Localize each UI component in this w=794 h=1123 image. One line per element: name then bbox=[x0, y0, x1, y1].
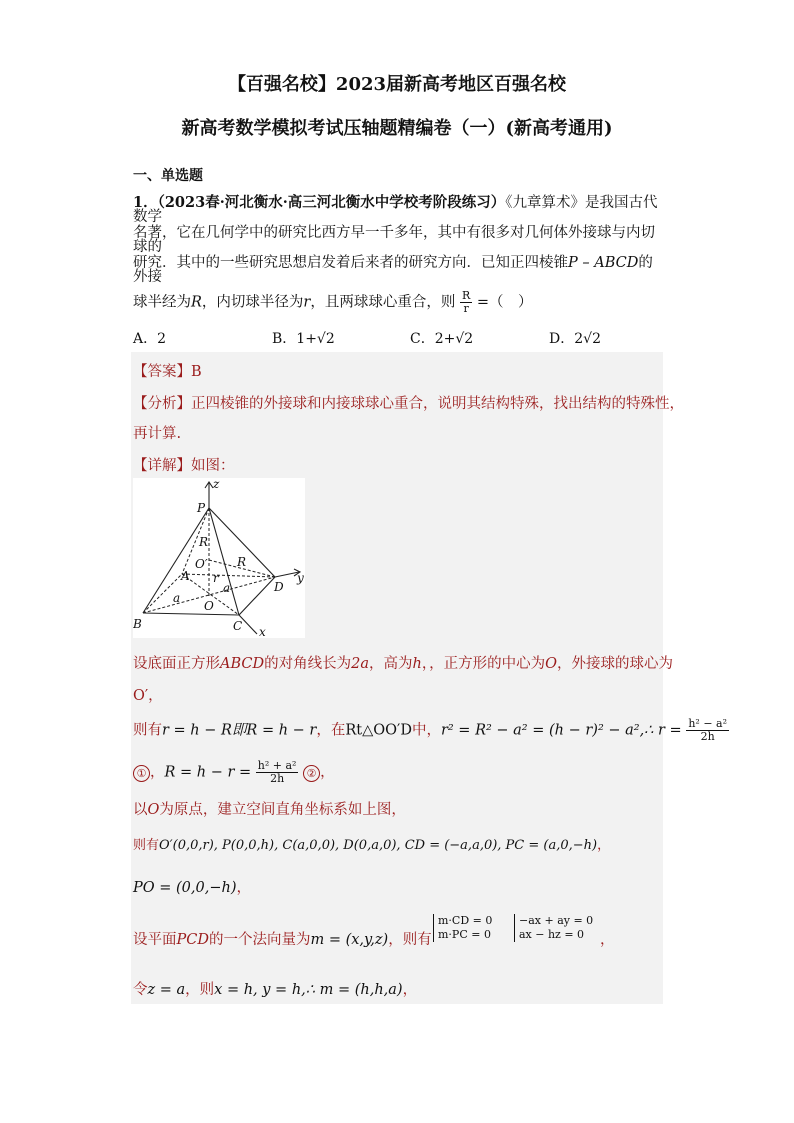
page-subtitle: 新高考数学模拟考试压轴题精编卷（一）(新高考通用) bbox=[181, 118, 613, 139]
pyramid-figure bbox=[133, 478, 305, 638]
question-line-1: 1．（2023春·河北衡水·高三河北衡水中学校考阶段练习）《九章算术》是我国古代数学 bbox=[133, 194, 658, 225]
label-x: x bbox=[259, 625, 266, 638]
page-title: 【百强名校】2023届新高考地区百强名校 bbox=[227, 74, 567, 95]
answer-line: 【答案】B bbox=[133, 364, 202, 380]
label-y: y bbox=[297, 571, 304, 585]
pyramid-diagram bbox=[133, 478, 305, 638]
label-o-prime: O′ bbox=[195, 557, 208, 571]
question-line-3: 研究．其中的一些研究思想启发着后来者的研究方向．已知正四棱锥P – ABCD的外接 bbox=[133, 255, 653, 285]
label-z: z bbox=[213, 478, 220, 491]
detail-line-6: 则有O′(0,0,r), P(0,0,h), C(a,0,0), D(0,a,0), CD = (−a,a,0), PC = (a,0,−h)， bbox=[133, 838, 611, 853]
detail-line-7: PO = (0,0,−h)， bbox=[133, 880, 251, 896]
detail-line-4: ① ，R = h − r = $\frac{\text{h² + a²}}{2h}$ ② ， bbox=[133, 760, 335, 785]
option-d[interactable]: D．2√2 bbox=[549, 331, 601, 347]
option-c[interactable]: C．2+√2 bbox=[410, 331, 474, 347]
section-heading: 一、单选题 bbox=[133, 168, 203, 184]
detail-line-5: 以O为原点，建立空间直角坐标系如上图， bbox=[133, 802, 406, 818]
option-a[interactable]: A．2 bbox=[133, 331, 167, 347]
r-fraction: $\frac{\text{h² − a²}}{2h}$ bbox=[688, 717, 727, 743]
label-r-upper: R bbox=[199, 535, 209, 549]
big-r-fraction: $\frac{\text{h² + a²}}{2h}$ bbox=[257, 759, 297, 785]
label-p: P bbox=[197, 501, 206, 515]
label-c: C bbox=[233, 619, 243, 633]
solution-panel bbox=[131, 352, 663, 1004]
label-d: D bbox=[274, 580, 284, 594]
label-a-right: a bbox=[223, 581, 231, 595]
detail-line-1: 设底面正方形ABCD的对角线长为2a，高为h，，正方形的中心为O，外接球的球心为 bbox=[133, 656, 673, 672]
label-r-small: r bbox=[213, 571, 219, 585]
analysis-line-1: 【分析】正四棱锥的外接球和内接球球心重合，说明其结构特殊，找出结构的特殊性， bbox=[133, 396, 684, 412]
detail-line-3: 则有r = h − R即R = h − r，在Rt△OO′D中，r² = R² − a² = (h − r)² − a²,∴ r = $\frac{\text{h² − a²}}{2h}$ bbox=[133, 717, 727, 743]
ratio-fraction: $\frac{R}{r}$ bbox=[461, 289, 471, 315]
question-source: （2023春·河北衡水·高三河北衡水中学校考阶段练习） bbox=[157, 194, 506, 211]
detail-line-2: O′， bbox=[133, 688, 163, 704]
label-a-left: a bbox=[173, 591, 181, 605]
analysis-line-2: 再计算. bbox=[133, 426, 182, 442]
system-2: −ax + ay = 0 ax − hz = 0 bbox=[514, 914, 593, 942]
option-b[interactable]: B．1+√2 bbox=[272, 331, 335, 347]
label-b: B bbox=[133, 617, 142, 631]
detail-line-8-end: ， bbox=[600, 932, 615, 948]
question-line-2: 名著，它在几何学中的研究比西方早一千多年，其中有很多对几何体外接球与内切球的 bbox=[133, 225, 655, 255]
detail-line: 【详解】如图： bbox=[133, 458, 235, 474]
label-o: O bbox=[204, 599, 214, 613]
detail-line-8: 设平面PCD的一个法向量为m = (x,y,z)，则有 bbox=[133, 932, 432, 948]
question-line-4: 球半经为R，内切球半径为r，且两球球心重合，则 $\frac{R}{r}$ =（ ） bbox=[133, 289, 533, 315]
detail-line-9: 令z = a，则x = h, y = h,∴ m = (h,h,a)， bbox=[133, 982, 418, 998]
label-r-side: R bbox=[237, 555, 247, 569]
label-a-vertex: A bbox=[181, 569, 190, 583]
question-number: 1． bbox=[133, 194, 158, 211]
system-1: m·CD = 0 m·PC = 0 bbox=[433, 914, 492, 942]
